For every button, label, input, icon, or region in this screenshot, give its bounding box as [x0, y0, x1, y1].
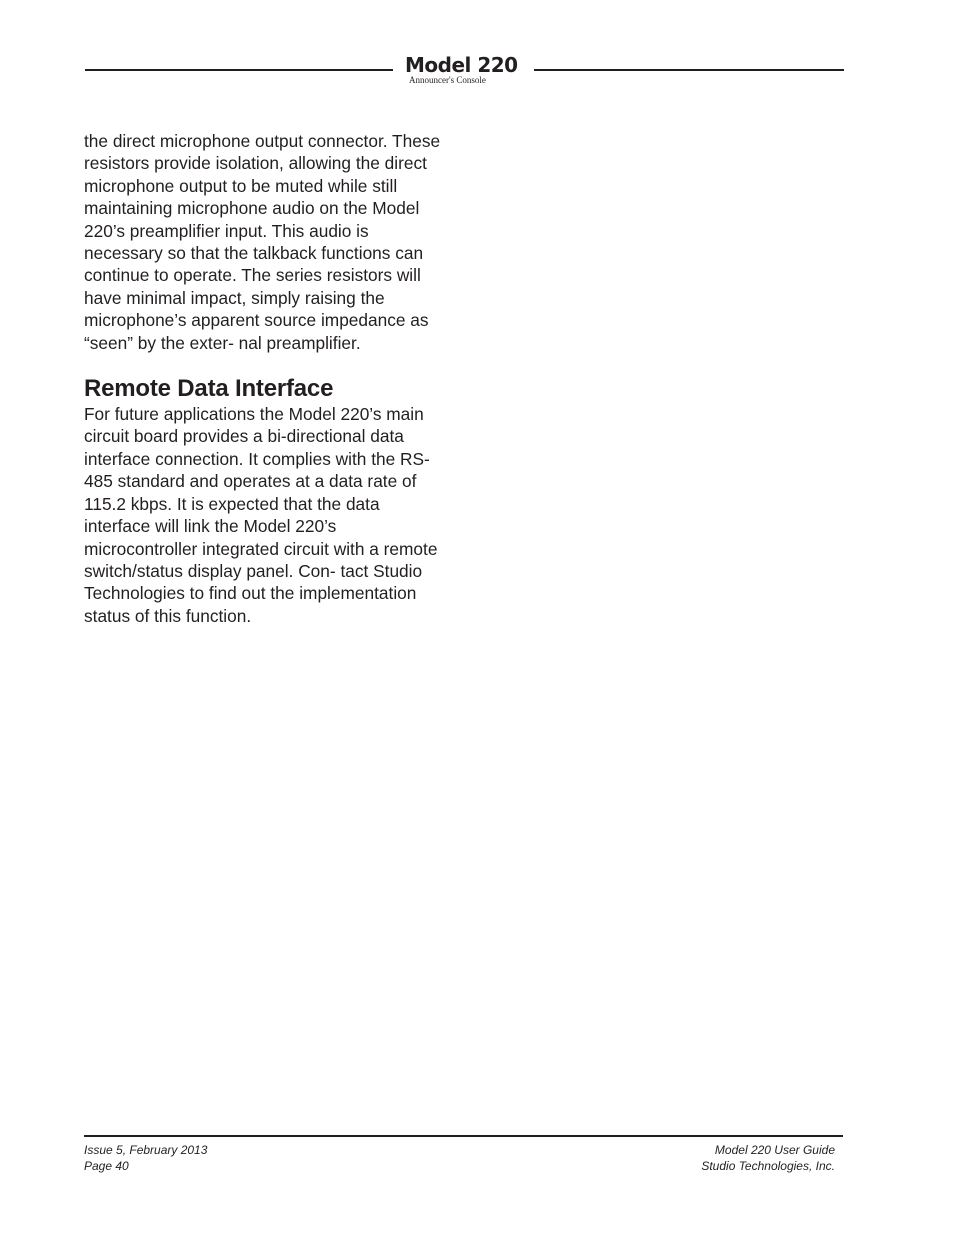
footer-right — [701, 1143, 835, 1174]
text-column — [84, 130, 450, 627]
logo-subtitle: Announcer's Console — [409, 75, 486, 85]
footer-rule — [84, 1135, 843, 1137]
footer-issue: Issue 5, February 2013 — [84, 1143, 208, 1157]
section-heading: Remote Data Interface — [84, 375, 334, 403]
footer-company: Studio Technologies, Inc. — [701, 1158, 835, 1173]
header-rule-right — [534, 69, 844, 71]
body-paragraph-2: For future applications the Model 220’s main circuit board provides a bi-directional data interface connection. It complies with the RS-485 standard and operates at a data rate of 115.2 kbps. It is expected that the data interface will link the Model 220’s microcontroller integrated circuit with a remote switch/status display panel. Con- tact Studio Technologies to find out the implementation status of this function. — [84, 404, 438, 626]
body-paragraph-1: the direct microphone output connector. These resistors provide isolation, allowing the direct microphone output to be muted while still maintaining microphone audio on the Model 220’s preamplifier input. This audio is necessary so that the talkback functions can continue to operate. The series resistors will have minimal impact, simply raising the microphone’s apparent source impedance as “seen” by the exter- nal preamplifier. — [84, 131, 441, 353]
logo-title: Model 220 — [405, 53, 518, 77]
header-rule-left — [85, 69, 393, 71]
footer-guide-title: Model 220 User Guide — [714, 1143, 835, 1157]
footer-left — [84, 1143, 207, 1174]
model-220-logo — [405, 54, 525, 85]
footer-page-number: Page 40 — [84, 1158, 129, 1173]
